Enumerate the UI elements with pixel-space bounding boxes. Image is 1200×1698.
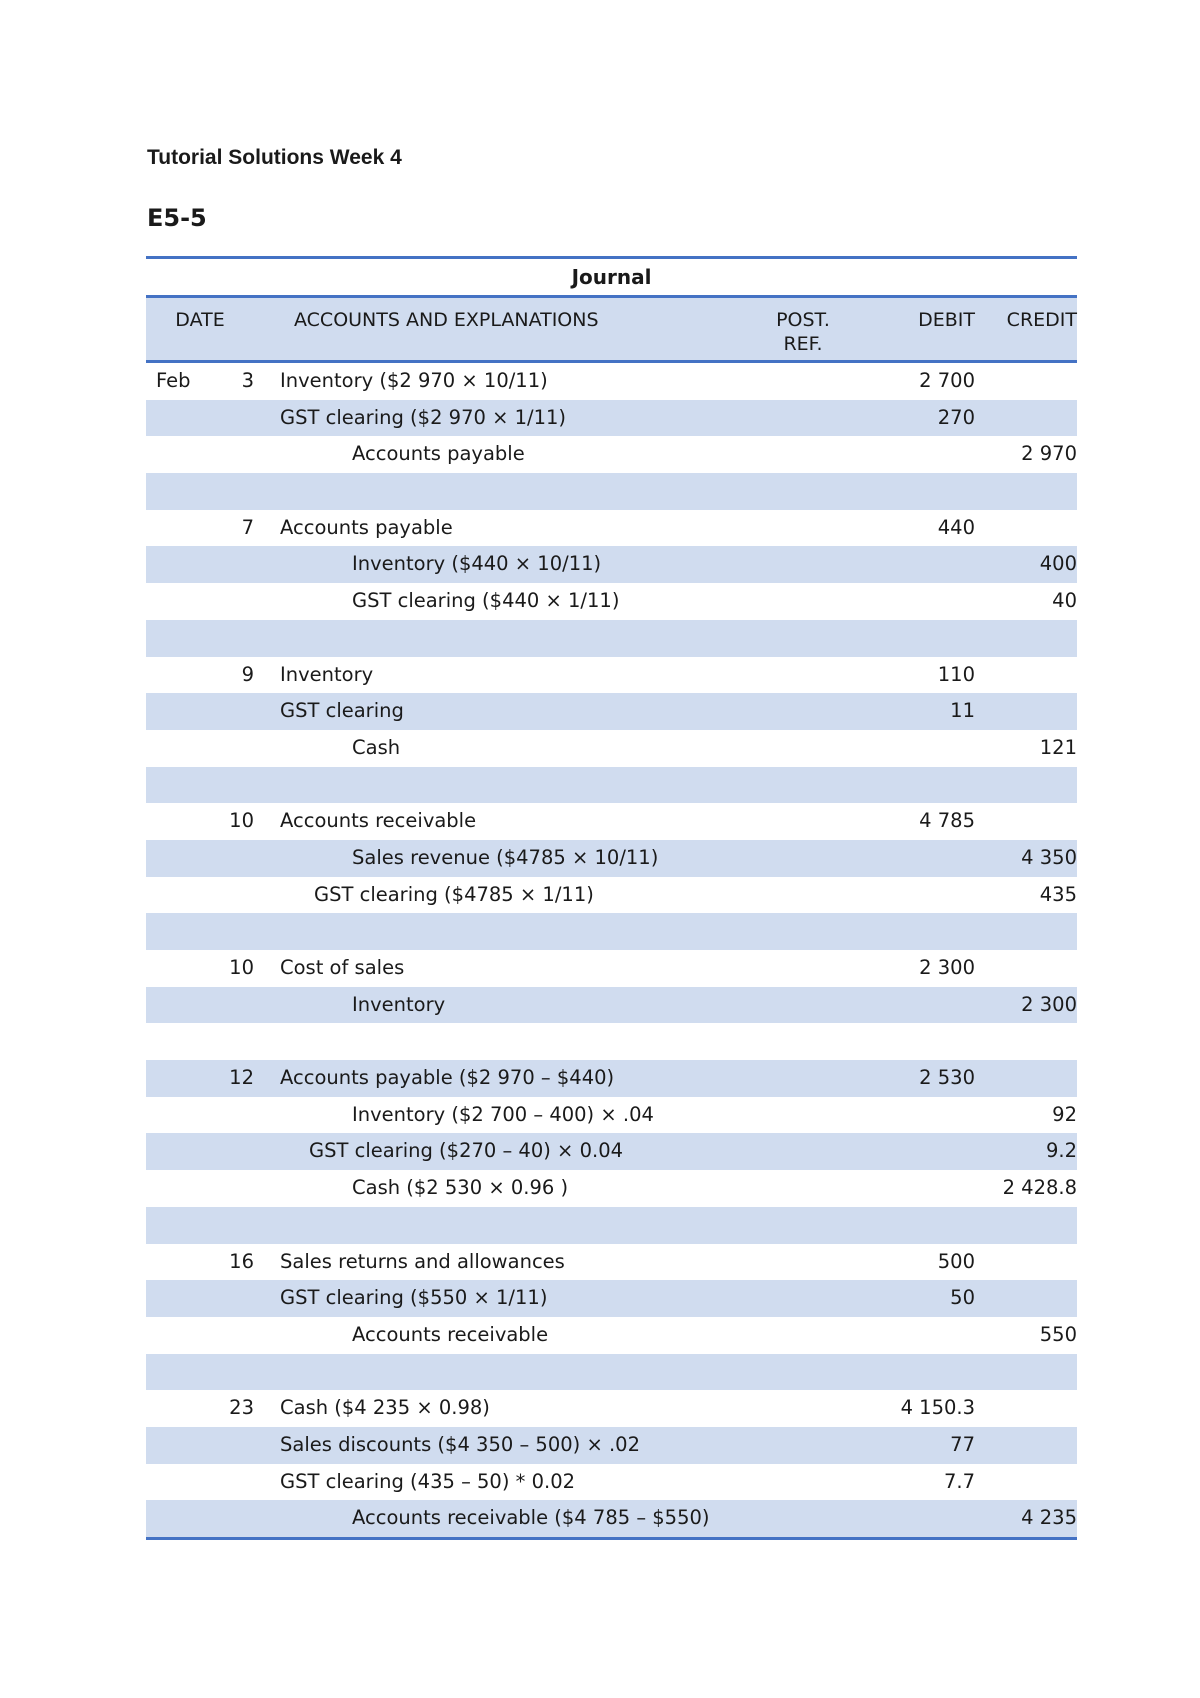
table-row [146, 1464, 1077, 1501]
cell-day: 7 [241, 515, 254, 539]
cell-credit [975, 913, 1077, 950]
cell-post-ref [753, 1464, 853, 1501]
cell-month [146, 1060, 210, 1097]
header-post-ref [753, 298, 853, 360]
cell-month [146, 400, 210, 437]
cell-month [146, 767, 210, 804]
cell-debit: 4 150.3 [900, 1396, 975, 1420]
cell-debit: 4 785 [919, 809, 975, 833]
cell-debit: 7.7 [943, 1469, 975, 1493]
cell-debit [853, 1023, 975, 1060]
table-row [146, 1280, 1077, 1317]
cell-day [210, 913, 254, 950]
table-row [146, 1133, 1077, 1170]
cell-debit [853, 620, 975, 657]
cell-credit: 92 [1052, 1102, 1077, 1126]
cell-debit [853, 1170, 975, 1207]
cell-month [146, 1207, 210, 1244]
table-row [146, 840, 1077, 877]
cell-credit [975, 510, 1077, 547]
cell-credit: 4 235 [1021, 1506, 1077, 1530]
cell-credit [975, 1280, 1077, 1317]
cell-day [210, 1280, 254, 1317]
cell-debit [853, 436, 975, 473]
cell-day [210, 840, 254, 877]
cell-account: GST clearing ($4785 × 1/11) [314, 882, 594, 906]
cell-month [146, 803, 210, 840]
cell-day [210, 877, 254, 914]
cell-debit: 2 530 [919, 1066, 975, 1090]
cell-credit [975, 1060, 1077, 1097]
cell-account [254, 1207, 753, 1244]
cell-debit [853, 913, 975, 950]
cell-account: Inventory [352, 992, 446, 1016]
cell-month [146, 1464, 210, 1501]
cell-credit [975, 1207, 1077, 1244]
cell-post-ref [753, 400, 853, 437]
cell-day [210, 1317, 254, 1354]
cell-day: 10 [229, 956, 254, 979]
cell-month [146, 950, 210, 987]
cell-credit [975, 693, 1077, 730]
cell-account: GST clearing ($440 × 1/11) [352, 589, 620, 613]
header-date: DATE [175, 309, 225, 331]
cell-account: Sales returns and allowances [280, 1249, 565, 1273]
cell-day [210, 1133, 254, 1170]
cell-debit: 270 [937, 405, 975, 429]
table-row [146, 803, 1077, 840]
cell-post-ref [753, 1500, 853, 1537]
table-row [146, 1244, 1077, 1281]
cell-post-ref [753, 1280, 853, 1317]
cell-credit [975, 1464, 1077, 1501]
cell-debit [853, 1317, 975, 1354]
cell-account: Cash ($4 235 × 0.98) [280, 1396, 490, 1420]
cell-day [210, 1464, 254, 1501]
cell-day [210, 400, 254, 437]
table-row [146, 1354, 1077, 1391]
cell-month [146, 1170, 210, 1207]
cell-account [254, 1354, 753, 1391]
cell-month: Feb [156, 369, 191, 392]
cell-day: 10 [229, 809, 254, 833]
cell-day [210, 473, 254, 510]
cell-post-ref [753, 730, 853, 767]
cell-post-ref [753, 1023, 853, 1060]
cell-account: Accounts payable [280, 515, 453, 539]
cell-post-ref [753, 1244, 853, 1281]
cell-month [146, 840, 210, 877]
cell-post-ref [753, 1060, 853, 1097]
cell-month [146, 913, 210, 950]
cell-account: GST clearing ($2 970 × 1/11) [280, 405, 567, 429]
cell-day [210, 1354, 254, 1391]
cell-debit: 2 300 [919, 956, 975, 979]
journal-header-row [146, 298, 1077, 363]
cell-account: Accounts receivable ($4 785 – $550) [352, 1506, 710, 1530]
cell-credit: 435 [1039, 882, 1077, 906]
cell-debit [853, 987, 975, 1024]
cell-account: Inventory [280, 662, 374, 686]
cell-post-ref [753, 1390, 853, 1427]
cell-post-ref [753, 1097, 853, 1134]
cell-credit: 9.2 [1045, 1139, 1077, 1163]
cell-month [146, 693, 210, 730]
cell-month [146, 546, 210, 583]
cell-debit: 11 [950, 699, 975, 723]
table-row [146, 363, 1077, 400]
cell-month [146, 1023, 210, 1060]
cell-month [146, 510, 210, 547]
cell-post-ref [753, 693, 853, 730]
cell-day [210, 693, 254, 730]
cell-account [254, 620, 753, 657]
cell-debit [853, 1354, 975, 1391]
table-row [146, 473, 1077, 510]
cell-account: Inventory ($2 700 – 400) × .04 [352, 1102, 654, 1126]
cell-debit: 77 [950, 1432, 975, 1456]
table-row [146, 950, 1077, 987]
table-row [146, 730, 1077, 767]
cell-post-ref [753, 436, 853, 473]
cell-month [146, 1500, 210, 1537]
header-accounts: ACCOUNTS AND EXPLANATIONS [294, 309, 599, 331]
cell-post-ref [753, 1133, 853, 1170]
cell-day [210, 583, 254, 620]
cell-day [210, 620, 254, 657]
cell-account: GST clearing [280, 699, 404, 723]
cell-month [146, 1280, 210, 1317]
cell-debit [853, 473, 975, 510]
cell-post-ref [753, 767, 853, 804]
cell-post-ref [753, 546, 853, 583]
document-title: Tutorial Solutions Week 4 [147, 146, 402, 169]
table-row [146, 767, 1077, 804]
cell-debit [853, 840, 975, 877]
cell-credit [975, 363, 1077, 400]
cell-month [146, 473, 210, 510]
cell-month [146, 1244, 210, 1281]
cell-post-ref [753, 803, 853, 840]
table-row [146, 1207, 1077, 1244]
cell-month [146, 987, 210, 1024]
cell-account: Cash [352, 735, 401, 759]
table-row [146, 1390, 1077, 1427]
table-row [146, 877, 1077, 914]
table-row [146, 657, 1077, 694]
cell-account: Accounts payable [352, 442, 525, 466]
cell-month [146, 730, 210, 767]
cell-account: GST clearing ($550 × 1/11) [280, 1286, 548, 1310]
table-row [146, 1170, 1077, 1207]
cell-month [146, 1390, 210, 1427]
cell-post-ref [753, 987, 853, 1024]
cell-account: GST clearing (435 – 50) * 0.02 [280, 1469, 576, 1493]
cell-credit [975, 767, 1077, 804]
cell-account: Inventory ($2 970 × 10/11) [280, 369, 548, 392]
cell-month [146, 620, 210, 657]
journal-table [146, 256, 1077, 1540]
table-row [146, 546, 1077, 583]
cell-month [146, 1427, 210, 1464]
cell-day [210, 987, 254, 1024]
cell-day [210, 1427, 254, 1464]
header-credit: CREDIT [1006, 309, 1077, 331]
cell-credit [975, 1390, 1077, 1427]
cell-credit [975, 1023, 1077, 1060]
cell-day [210, 1500, 254, 1537]
table-row [146, 1060, 1077, 1097]
cell-day: 16 [229, 1249, 254, 1273]
cell-debit: 500 [937, 1249, 975, 1273]
cell-post-ref [753, 1207, 853, 1244]
table-row [146, 1317, 1077, 1354]
table-row [146, 987, 1077, 1024]
cell-month [146, 1317, 210, 1354]
cell-day: 23 [229, 1396, 254, 1420]
cell-credit: 121 [1039, 735, 1077, 759]
cell-day [210, 1170, 254, 1207]
header-post-ref-line1: POST. [776, 309, 830, 331]
table-row [146, 1097, 1077, 1134]
journal-body [146, 363, 1077, 1537]
cell-account: Accounts receivable [280, 809, 477, 833]
table-row [146, 913, 1077, 950]
cell-account: Inventory ($440 × 10/11) [352, 552, 602, 576]
cell-post-ref [753, 913, 853, 950]
cell-account: Accounts payable ($2 970 – $440) [280, 1066, 615, 1090]
cell-debit [853, 1133, 975, 1170]
cell-post-ref [753, 1317, 853, 1354]
cell-post-ref [753, 950, 853, 987]
cell-credit: 2 428.8 [1002, 1176, 1077, 1200]
journal-bottom-rule [146, 1537, 1077, 1540]
cell-day: 3 [241, 369, 254, 392]
cell-day [210, 730, 254, 767]
cell-credit: 4 350 [1021, 845, 1077, 869]
cell-credit: 2 300 [1021, 992, 1077, 1016]
cell-credit [975, 1427, 1077, 1464]
cell-account: Sales discounts ($4 350 – 500) × .02 [280, 1432, 640, 1456]
cell-month [146, 1354, 210, 1391]
cell-debit [853, 1097, 975, 1134]
cell-day [210, 1207, 254, 1244]
cell-month [146, 583, 210, 620]
cell-debit [853, 767, 975, 804]
table-row [146, 1023, 1077, 1060]
cell-debit [853, 1207, 975, 1244]
cell-day [210, 767, 254, 804]
cell-post-ref [753, 363, 853, 400]
cell-post-ref [753, 840, 853, 877]
cell-account: Sales revenue ($4785 × 10/11) [352, 845, 659, 869]
cell-credit [975, 400, 1077, 437]
cell-credit: 40 [1052, 589, 1077, 613]
cell-account: Accounts receivable [352, 1322, 549, 1346]
cell-month [146, 1133, 210, 1170]
header-debit: DEBIT [918, 309, 975, 331]
header-post-ref-line2: REF. [783, 333, 823, 355]
cell-day: 12 [229, 1066, 254, 1090]
cell-account: Cash ($2 530 × 0.96 ) [352, 1176, 569, 1200]
cell-post-ref [753, 620, 853, 657]
cell-debit: 110 [937, 662, 975, 686]
cell-credit [975, 1354, 1077, 1391]
cell-credit [975, 803, 1077, 840]
cell-credit [975, 1244, 1077, 1281]
cell-debit [853, 546, 975, 583]
table-row [146, 436, 1077, 473]
table-row [146, 1500, 1077, 1537]
cell-credit: 2 970 [1021, 442, 1077, 466]
cell-post-ref [753, 877, 853, 914]
cell-credit [975, 620, 1077, 657]
cell-day [210, 546, 254, 583]
cell-account [254, 767, 753, 804]
cell-debit [853, 877, 975, 914]
cell-account: Cost of sales [280, 956, 405, 979]
table-row [146, 620, 1077, 657]
cell-day [210, 436, 254, 473]
cell-post-ref [753, 583, 853, 620]
cell-day [210, 1097, 254, 1134]
cell-month [146, 657, 210, 694]
cell-month [146, 436, 210, 473]
cell-credit [975, 950, 1077, 987]
cell-account: GST clearing ($270 – 40) × 0.04 [309, 1139, 624, 1163]
cell-debit [853, 1500, 975, 1537]
cell-account [254, 1023, 753, 1060]
cell-credit [975, 657, 1077, 694]
cell-debit [853, 730, 975, 767]
cell-post-ref [753, 1354, 853, 1391]
table-row [146, 1427, 1077, 1464]
cell-debit: 2 700 [919, 369, 975, 392]
table-row [146, 693, 1077, 730]
cell-credit: 400 [1039, 552, 1077, 576]
cell-debit [853, 583, 975, 620]
cell-day: 9 [241, 662, 254, 686]
cell-month [146, 1097, 210, 1134]
journal-title: Journal [146, 256, 1077, 298]
table-row [146, 400, 1077, 437]
cell-post-ref [753, 657, 853, 694]
cell-credit: 550 [1039, 1322, 1077, 1346]
cell-account [254, 473, 753, 510]
cell-account [254, 913, 753, 950]
table-row [146, 510, 1077, 547]
cell-debit: 440 [937, 515, 975, 539]
cell-day [210, 1023, 254, 1060]
cell-post-ref [753, 1427, 853, 1464]
cell-month [146, 877, 210, 914]
exercise-heading: E5-5 [147, 204, 207, 232]
cell-post-ref [753, 473, 853, 510]
cell-debit: 50 [950, 1286, 975, 1310]
cell-post-ref [753, 510, 853, 547]
cell-post-ref [753, 1170, 853, 1207]
table-row [146, 583, 1077, 620]
cell-credit [975, 473, 1077, 510]
